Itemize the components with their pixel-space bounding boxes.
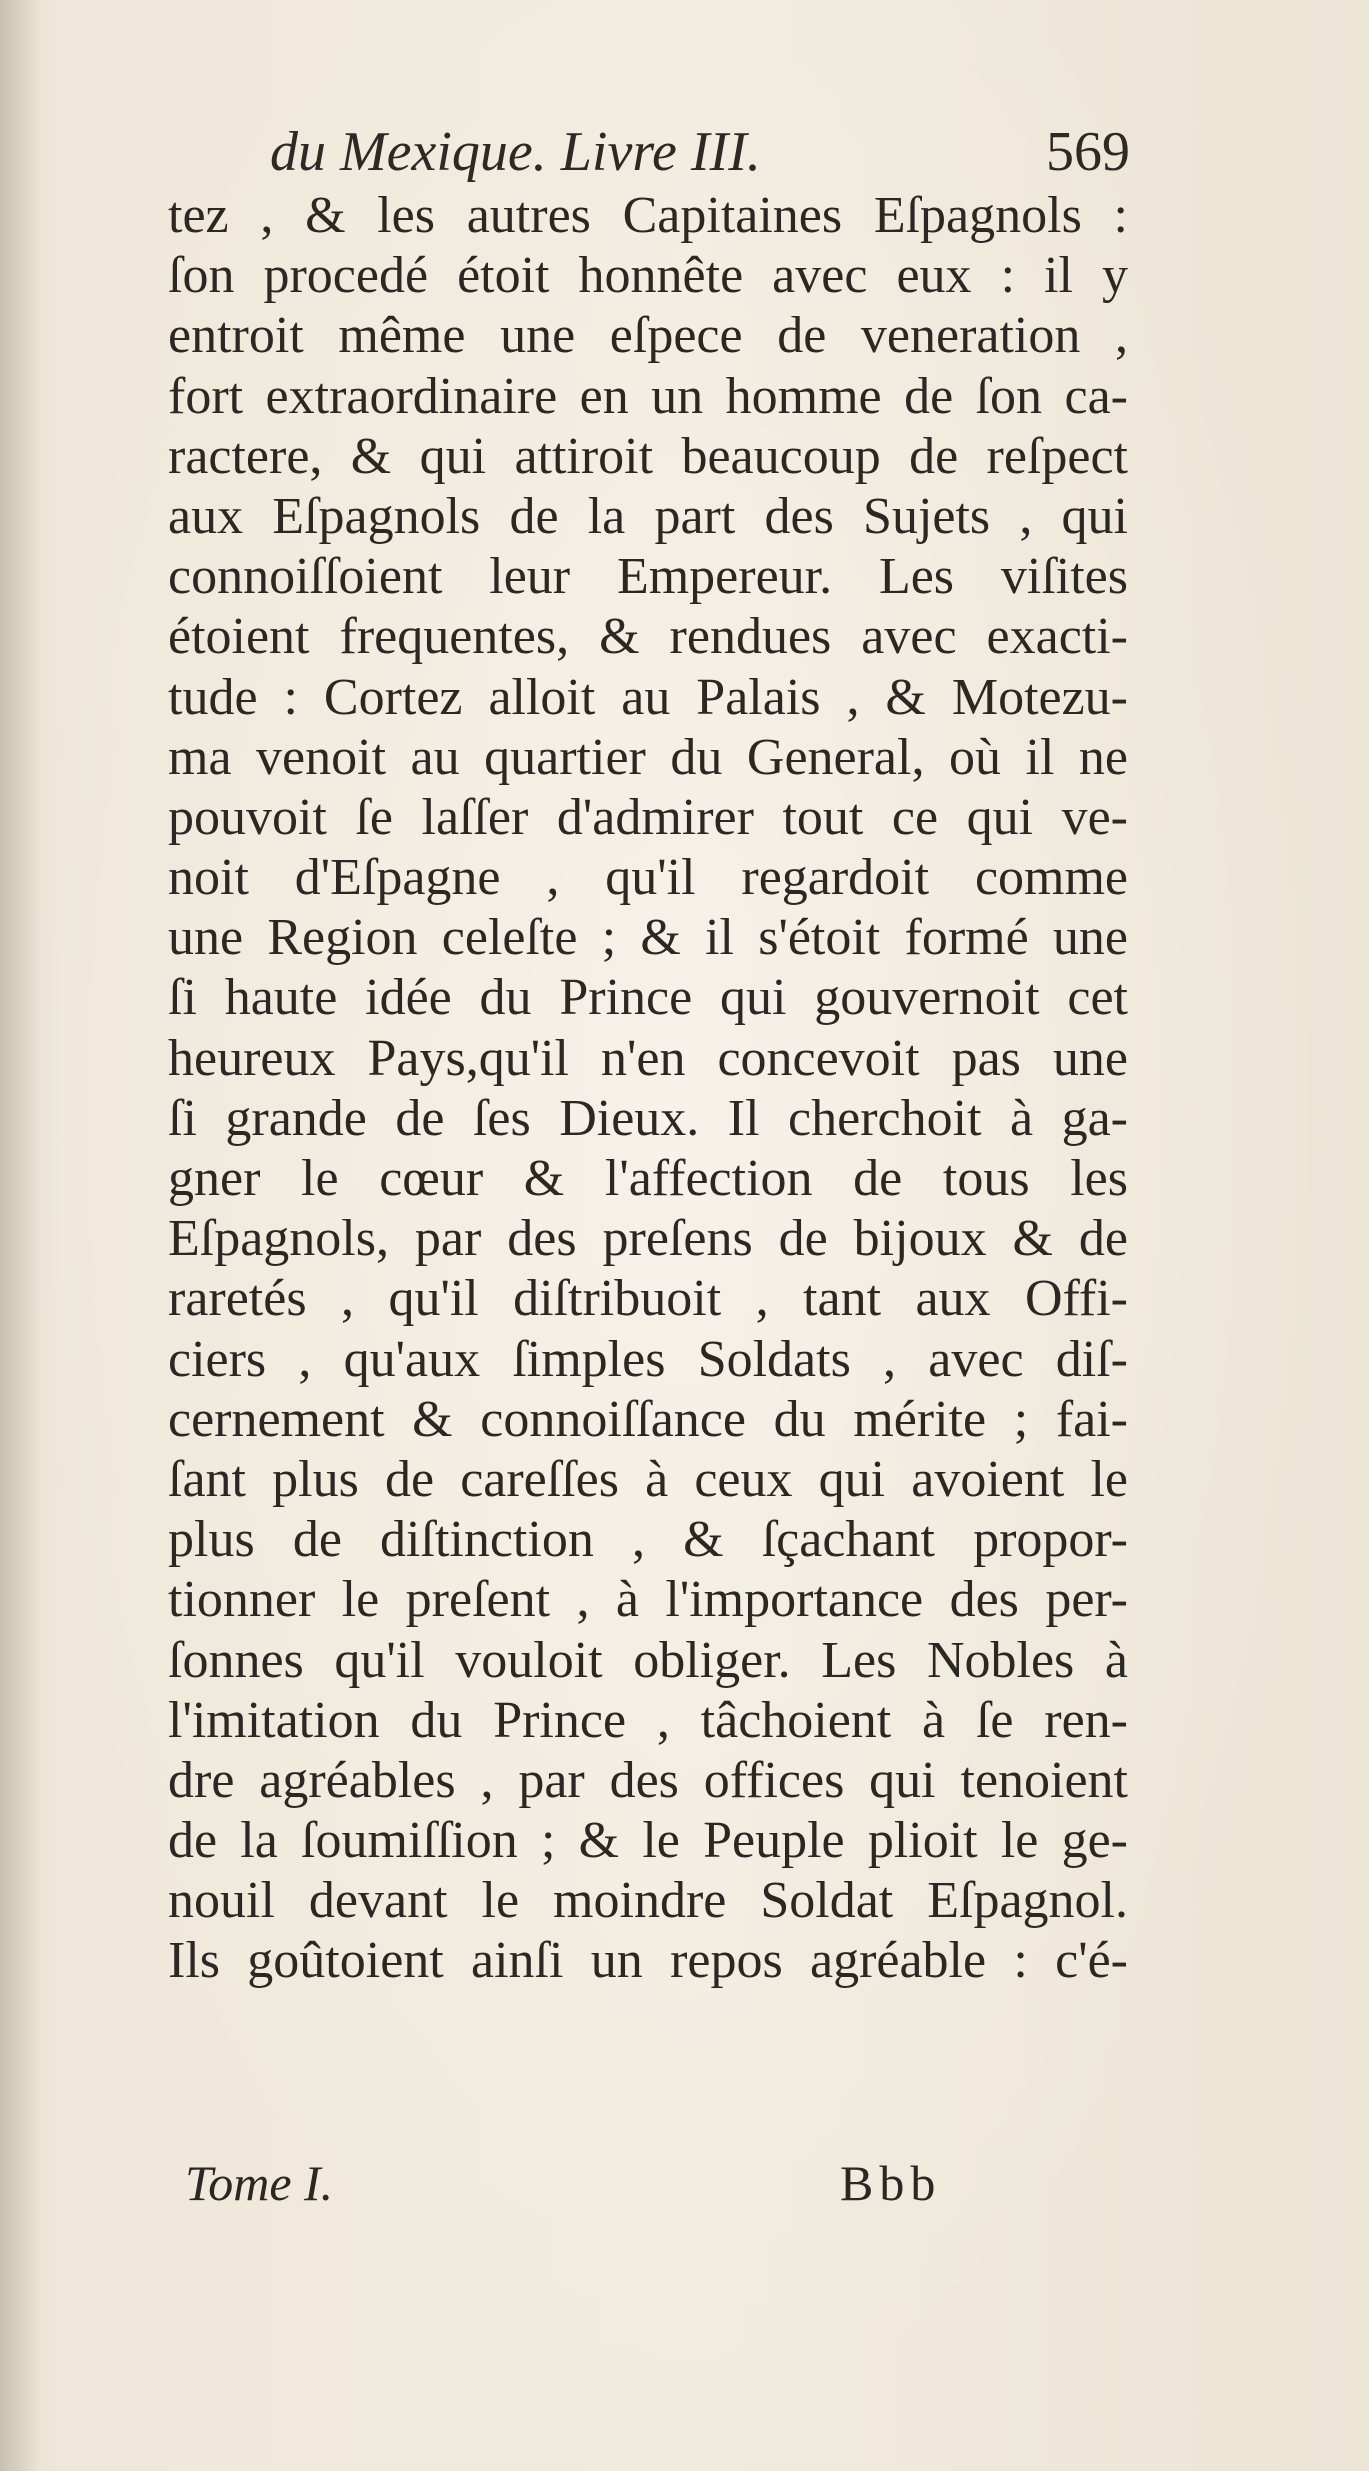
- text-line: tude : Cortez alloit au Palais , & Motezu-: [168, 668, 1128, 726]
- text-line: connoiſſoient leur Empereur. Les viſites: [168, 548, 1128, 606]
- text-line: ſi haute idée du Prince qui gouvernoit cet: [168, 969, 1128, 1027]
- text-line: plus de diſtinction , & ſçachant propor-: [168, 1511, 1128, 1569]
- text-line: pouvoit ſe laſſer d'admirer tout ce qui ve-: [168, 788, 1128, 846]
- text-line: ciers , qu'aux ſimples Soldats , avec diſ-: [168, 1330, 1128, 1388]
- text-line: l'imitation du Prince , tâchoient à ſe ren-: [168, 1691, 1128, 1749]
- signature-mark: Bbb: [840, 2155, 942, 2211]
- text-line: une Region celeſte ; & il s'étoit formé une: [168, 909, 1128, 967]
- volume-label: Tome I.: [185, 2155, 334, 2211]
- text-line: cernement & connoiſſance du mérite ; fai-: [168, 1390, 1128, 1448]
- text-line: Eſpagnols, par des preſens de bijoux & de: [168, 1210, 1128, 1268]
- text-line: aux Eſpagnols de la part des Sujets , qui: [168, 487, 1128, 545]
- text-line: heureux Pays,qu'il n'en concevoit pas une: [168, 1029, 1128, 1087]
- text-line: ractere, & qui attiroit beaucoup de reſpect: [168, 427, 1128, 485]
- text-line: raretés , qu'il diſtribuoit , tant aux Offi-: [168, 1270, 1128, 1328]
- text-line: tez , & les autres Capitaines Eſpagnols :: [168, 187, 1128, 244]
- text-line: tionner le preſent , à l'importance des per-: [168, 1571, 1128, 1629]
- text-line: Ils goûtoient ainſi un repos agréable : c'é-: [168, 1932, 1128, 1990]
- page-footer: [185, 2148, 1005, 2218]
- text-line: ſant plus de careſſes à ceux qui avoient le: [168, 1450, 1128, 1508]
- text-line: ſonnes qu'il vouloit obliger. Les Nobles à: [168, 1631, 1128, 1689]
- gutter-shadow: [0, 0, 40, 2471]
- text-line: ma venoit au quartier du General, où il ne: [168, 728, 1128, 786]
- page-number: 569: [1046, 121, 1130, 183]
- page-header: [270, 112, 1150, 192]
- text-line: entroit même une eſpece de veneration ,: [168, 307, 1128, 365]
- text-line: gner le cœur & l'affection de tous les: [168, 1150, 1128, 1207]
- text-line: nouil devant le moindre Soldat Eſpagnol.: [168, 1872, 1128, 1930]
- text-line: noit d'Eſpagne , qu'il regardoit comme: [168, 849, 1128, 907]
- text-line: ſon procedé étoit honnête avec eux : il y: [168, 247, 1128, 305]
- running-title: du Mexique. Livre III.: [270, 121, 761, 183]
- text-line: de la ſoumiſſion ; & le Peuple plioit le ge-: [168, 1812, 1128, 1870]
- text-line: fort extraordinaire en un homme de ſon ca-: [168, 367, 1128, 425]
- text-line: dre agréables , par des offices qui tenoient: [168, 1751, 1128, 1809]
- text-line: étoient frequentes, & rendues avec exacti-: [168, 608, 1128, 666]
- body-text: [168, 186, 1128, 1992]
- text-line: ſi grande de ſes Dieux. Il cherchoit à ga-: [168, 1089, 1128, 1147]
